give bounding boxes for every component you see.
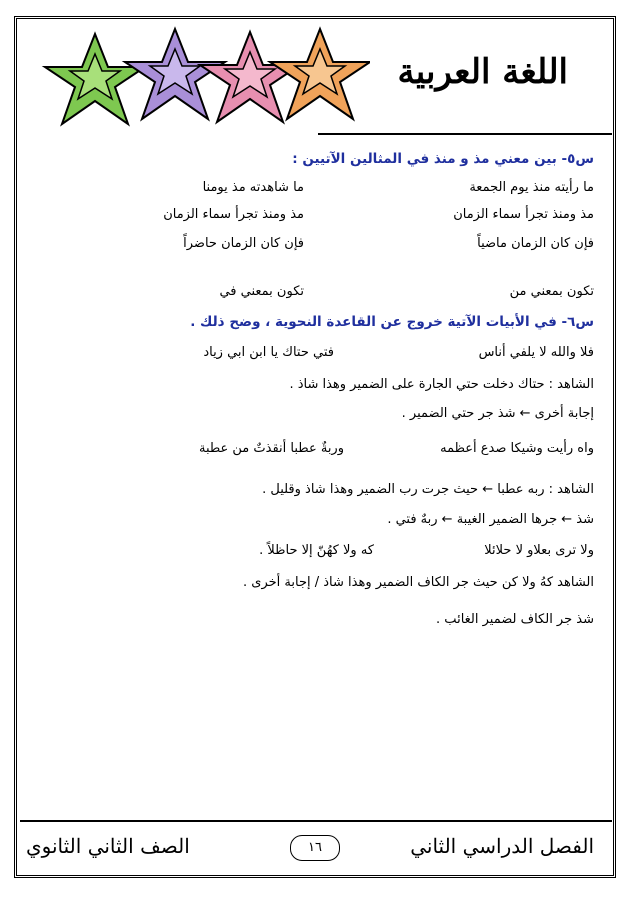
q6-line-6: شذ جر الكاف لضمير الغائب .	[436, 612, 594, 627]
page-number: ١٦	[290, 835, 340, 861]
q6-line-1: الشاهد : حتاك دخلت حتي الجارة على الضمير وهذا شاذ .	[289, 377, 594, 392]
q5-row-2	[50, 207, 594, 227]
q6-verse-3	[50, 543, 594, 563]
star-icon-purple	[125, 29, 225, 119]
page-title: اللغة العربية	[397, 52, 568, 92]
q5-row-4	[50, 284, 594, 304]
star-icon-green	[45, 34, 145, 124]
decorative-stars	[30, 24, 370, 134]
q6-verse-2	[50, 441, 594, 461]
q6-verse-1-left: فتي حتاك يا ابن ابي زياد	[203, 345, 334, 360]
q6-line-2: إجابة أخرى ← شذ جر حتي الضمير .	[401, 406, 594, 421]
q5-row-1-right: ما رأيته منذ يوم الجمعة	[469, 180, 594, 195]
q5-row-2-right: مذ ومنذ تجرأ سماء الزمان	[453, 207, 594, 222]
footer-semester: الفصل الدراسي الثاني	[410, 834, 594, 858]
q5-row-1-left: ما شاهدته مذ يومنا	[202, 180, 304, 195]
q6-line-4: شذ ← جرها الضمير الغيبة ← ربهٌ فتي .	[387, 512, 594, 527]
q6-verse-3-right: ولا ترى بعلاو لا حلائلا	[484, 543, 594, 558]
q6-verse-1-right: فلا والله لا يلفي أناس	[478, 345, 594, 360]
q5-row-2-left: مذ ومنذ تجرأ سماء الزمان	[163, 207, 304, 222]
q6-line-5: الشاهد كهُ ولا كن حيث جر الكاف الضمير وهذا شاذ / إجابة أخرى .	[243, 575, 594, 590]
q6-line-3: الشاهد : ربه عطبا ← حيث جرت رب الضمير وهذا شاذ وقليل .	[262, 482, 594, 497]
q6-verse-3-left: كه ولا كهُنّ إلا حاظلاً .	[259, 543, 374, 558]
question-5-heading: س٥- بين معني مذ و منذ في المثالين الآتيين :	[292, 151, 594, 167]
q6-verse-2-left: وربةٌ عطبا أنقذتٌ من عطبة	[198, 441, 344, 456]
q5-row-4-left: تكون بمعني في	[219, 284, 304, 299]
q5-row-1	[50, 180, 594, 200]
q6-verse-1	[50, 345, 594, 365]
q5-row-4-right: تكون بمعني من	[509, 284, 594, 299]
question-6-heading: س٦- في الأبيات الآتية خروج عن القاعدة النحوية ، وضح ذلك .	[190, 314, 594, 330]
footer-divider	[20, 820, 612, 822]
q5-row-3	[50, 236, 594, 256]
q5-row-3-left: فإن كان الزمان حاضراً	[183, 236, 304, 251]
q5-row-3-right: فإن كان الزمان ماضياً	[477, 236, 594, 251]
footer-grade: الصف الثاني الثانوي	[26, 834, 190, 858]
title-divider	[318, 133, 612, 135]
q6-verse-2-right: واه رأيت وشيكا صدع أعظمه	[440, 441, 594, 456]
star-icon-pink	[200, 32, 300, 122]
